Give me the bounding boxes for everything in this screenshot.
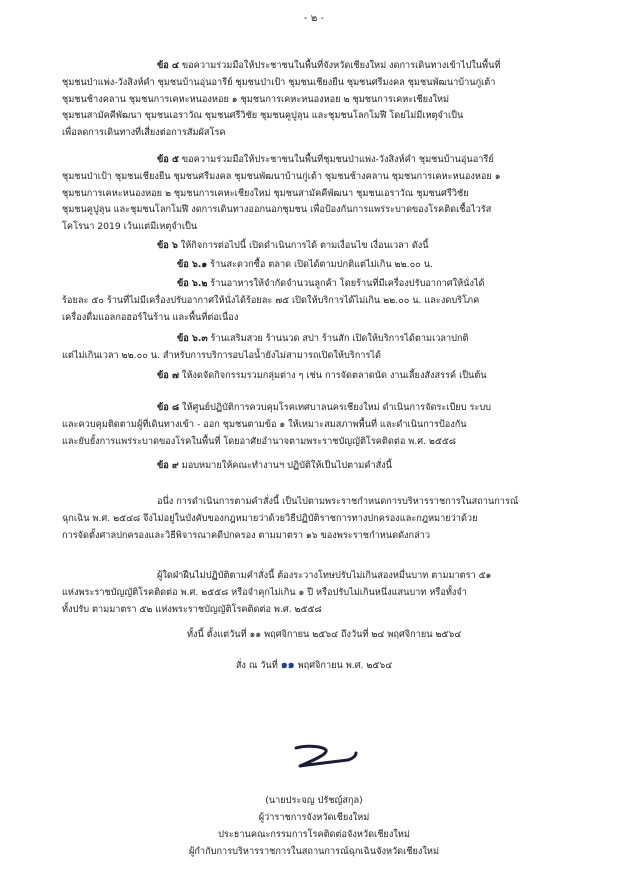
clause-5-line: ชุมชนป่าเป้า ชุมชนเชียงยืน ชุมชนศรีมงคล ชุมชนพัฒนาบ้านกู่เต้า ชุมชนช้างคลาน ชุมชนการเคหะหนองหอย ๑ [62, 170, 501, 182]
signature [290, 744, 362, 784]
clause-8-line: ให้ศูนย์ปฏิบัติการควบคุมโรคเทศบาลนครเชียงใหม่ ดำเนินการจัดระเบียบ ระบบ [179, 402, 491, 413]
penalty-line: ทั้งปรับ ตามมาตรา ๕๒ แห่งพระราชบัญญัติโรคติดต่อ พ.ศ. ๒๕๕๘ [62, 603, 322, 615]
clause-4-line: ชุมชนสามัคคีพัฒนา ชุมชนเอราวัณ ชุมชนศรีวิชัย ชุมชนคูปูลุน และชุมชนโลกโมฬี โดยไม่มีเหตุจำเป็น [62, 110, 464, 122]
effective-text: ทั้งนี้ ตั้งแต่วันที่ ๑๑ พฤศจิกายน ๒๕๖๔ ถึงวันที่ ๒๔ พฤศจิกายน ๒๕๖๔ [187, 629, 462, 640]
clause-6 [62, 238, 582, 255]
clause-6-1 [62, 257, 582, 274]
effective-period [62, 627, 582, 644]
page-number: - ๒ - [303, 13, 325, 24]
clause-9 [62, 458, 582, 475]
clause-8 [62, 400, 582, 450]
clause-6-text: ให้กิจการต่อไปนี้ เปิดดำเนินการได้ ตามเงื่อนไข เงื่อนเวลา ดังนี้ [177, 240, 429, 251]
clause-5-line: ชุมชนคูปูลุน และชุมชนโลกโมฬี งดการเดินทางออกนอกชุมชน เพื่อป้องกันการแพร่ระบาดของโรคติดเชื้อไวรัส [62, 204, 492, 216]
clause-9-label: ข้อ ๙ [157, 460, 179, 471]
clause-6-2-line: ร้อยละ ๕๐ ร้านที่ไม่มีเครื่องปรับอากาศให้นั่งได้ร้อยละ ๗๕ เปิดให้บริการได้ไม่เกิน ๒๒.๐๐ น. และงดบริโภค [62, 294, 480, 306]
order-date [0, 655, 628, 673]
order-date-day: ๑๑ [280, 658, 295, 671]
clause-4-line: ขอความร่วมมือให้ประชาชนในพื้นที่จังหวัดเชียงใหม่ งดการเดินทางเข้าไปในพื้นที่ [178, 60, 501, 71]
clause-7 [62, 368, 582, 385]
clause-5-line: ชุมชนการเคหะหนองหอย ๒ ชุมชนการเคหะเชียงใหม่ ชุมชนสามัคคีพัฒนา ชุมชนเอราวัณ ชุมชนศรีวิชัย [62, 187, 469, 199]
authority-paragraph [62, 494, 582, 544]
penalty-paragraph [62, 568, 582, 618]
clause-6-3 [62, 331, 582, 365]
clause-6-3-line: แต่ไม่เกินเวลา ๒๒.๐๐ น. สำหรับการบริการอบไอน้ำยังไม่สามารถเปิดให้บริการได้ [62, 349, 381, 361]
clause-6-1-label: ข้อ ๖.๑ [177, 259, 208, 270]
authority-line: ฉุกเฉิน พ.ศ. ๒๕๔๘ จึงไม่อยู่ในบังคับของกฎหมายว่าด้วยวิธีปฏิบัติราชการทางปกครองและกฎหมายว่าด้วย [62, 512, 478, 524]
clause-6-2-line: ร้านอาหารให้จำกัดจำนวนลูกค้า โดยร้านที่มีเครื่องปรับอากาศให้นั่งได้ [207, 278, 485, 289]
signatory-block [0, 792, 628, 860]
penalty-line: แห่งพระราชบัญญัติโรคติดต่อ พ.ศ. ๒๕๕๘ หรือจำคุกไม่เกิน ๑ ปี หรือปรับไม่เกินหนึ่งแสนบาท หรือทั้งจำ [62, 586, 467, 598]
clause-4-line: เพื่อลดการเดินทางที่เสี่ยงต่อการสัมผัสโรค [62, 127, 226, 139]
clause-8-line: และยับยั้งการแพร่ระบาดของโรคในพื้นที่ โดยอาศัยอำนาจตามพระราชบัญญัติโรคติดต่อ พ.ศ. ๒๕๕๘ [62, 435, 456, 447]
clause-5-line: โคโรนา 2019 เว้นแต่มีเหตุจำเป็น [62, 221, 198, 233]
clause-6-label: ข้อ ๖ [157, 240, 178, 251]
order-date-suffix: พฤศจิกายน พ.ศ. ๒๕๖๔ [294, 660, 393, 671]
clause-4-label: ข้อ ๔ [157, 60, 179, 71]
signatory-position: ประธานคณะกรรมการโรคติดต่อจังหวัดเชียงใหม่ [218, 829, 410, 840]
clause-6-3-label: ข้อ ๖.๓ [177, 333, 208, 344]
signatory-position: ผู้ว่าราชการจังหวัดเชียงใหม่ [258, 812, 370, 823]
clause-4-line: ชุมชนป่าแพ่ง-วังสิงห์คำ ชุมชนบ้านอุ่นอารีย์ ชุมชนป่าเป้า ชุมชนเชียงยืน ชุมชนศรีมงคล ชุมชนพัฒนาบ้านกู่เต้า [62, 76, 496, 88]
penalty-line: ผู้ใดฝ่าฝืนไม่ปฏิบัติตามคำสั่งนี้ ต้องระวางโทษปรับไม่เกินสองหมื่นบาท ตามมาตรา ๕๑ [157, 570, 492, 581]
signatory-position: ผู้กำกับการบริหารราชการในสถานการณ์ฉุกเฉินจังหวัดเชียงใหม่ [188, 846, 439, 857]
clause-6-2-line: เครื่องดื่มแอลกอฮอร์ในร้าน และพื้นที่ต่อเนื่อง [62, 311, 239, 323]
order-date-prefix: สั่ง ณ วันที่ [235, 660, 281, 671]
clause-6-1-text: ร้านสะดวกซื้อ ตลาด เปิดได้ตามปกติแต่ไม่เกิน ๒๒.๐๐ น. [207, 259, 433, 270]
clause-6-2 [62, 276, 582, 326]
clause-7-text: ให้งดจัดกิจกรรมรวมกลุ่มต่าง ๆ เช่น การจัดตลาดนัด งานเลี้ยงสังสรรค์ เป็นต้น [178, 370, 487, 381]
clause-6-2-label: ข้อ ๖.๒ [177, 278, 208, 289]
clause-7-label: ข้อ ๗ [157, 370, 179, 381]
clause-4-line: ชุมชนช้างคลาน ชุมชนการเคหะหนองหอย ๑ ชุมชนการเคหะหนองหอย ๒ ชุมชนการเคหะเชียงใหม่ [62, 93, 450, 105]
clause-6-3-line: ร้านเสริมสวย ร้านนวด สปา ร้านสัก เปิดให้บริการได้ตามเวลาปกติ [207, 333, 469, 344]
clause-8-line: และควบคุมติดตามผู้ที่เดินทางเข้า - ออก ชุมชนตามข้อ ๑ ให้เหมาะสมสภาพพื้นที่ และดำเนินการป้องกัน [62, 418, 467, 430]
clause-5-label: ข้อ ๕ [157, 154, 179, 165]
clause-8-label: ข้อ ๘ [157, 402, 180, 413]
authority-line: การจัดตั้งศาลปกครองและวิธีพิจารณาคดีปกครอง ตามมาตรา ๑๖ ของพระราชกำหนดดังกล่าว [62, 529, 431, 541]
clause-5-line: ขอความร่วมมือให้ประชาชนในพื้นที่ชุมชนป่าแพ่ง-วังสิงห์คำ ชุมชนบ้านอุ่นอารีย์ [178, 154, 494, 165]
signatory-name: (นายประจญ ปรัชญ์สกุล) [265, 795, 363, 806]
clause-5 [62, 152, 582, 236]
clause-4 [62, 58, 582, 142]
authority-line: อนึ่ง การดำเนินการตามคำสั่งนี้ เป็นไปตามพระราชกำหนดการบริหารราชการในสถานการณ์ [157, 496, 519, 507]
clause-9-text: มอบหมายให้คณะทำงานฯ ปฏิบัติให้เป็นไปตามคำสั่งนี้ [178, 460, 392, 471]
